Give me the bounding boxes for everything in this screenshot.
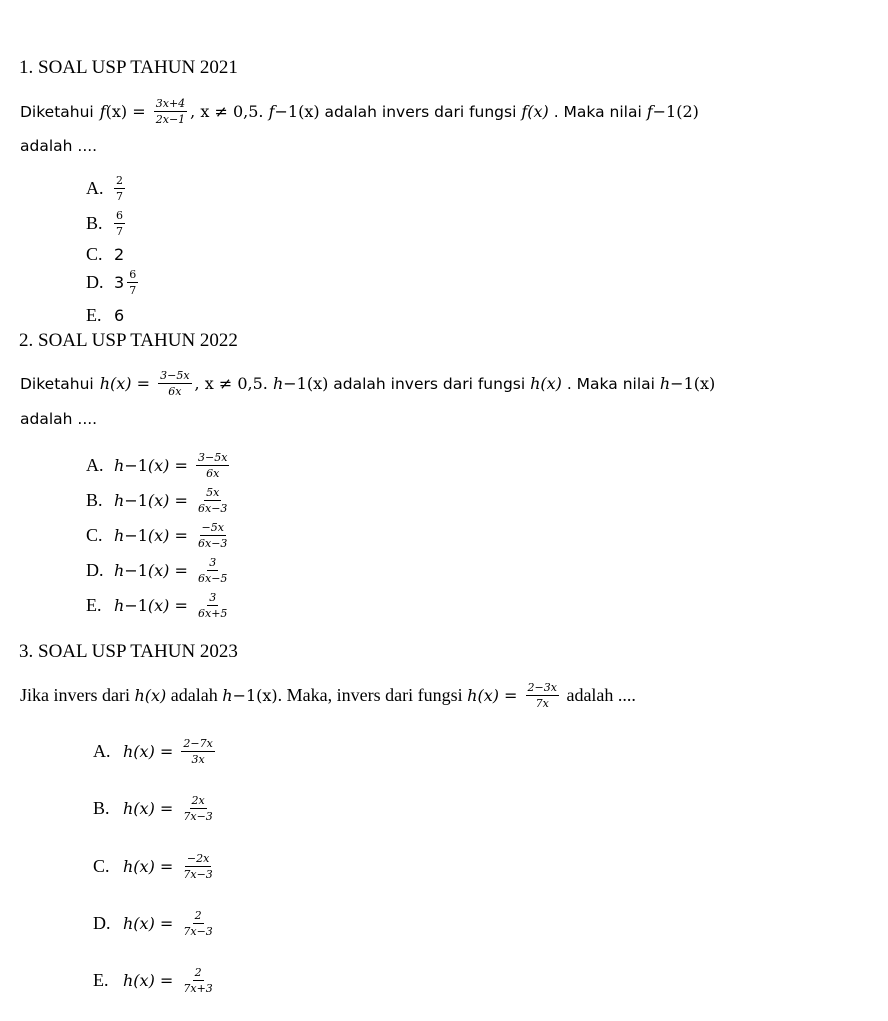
option-b[interactable]: B. h −1 (x) = $\frac{5x}{6x-3}$ — [86, 486, 228, 515]
option-fraction — [127, 269, 138, 296]
stem-end: adalah .... — [561, 685, 636, 705]
question-3-heading: 3. SOAL USP TAHUN 2023 — [19, 641, 238, 662]
option-letter: E. — [86, 305, 102, 325]
fraction-numerator: 3−5x — [198, 451, 228, 464]
fraction-denominator: 7 — [116, 225, 123, 238]
inverse-arg: (x) = — [147, 526, 193, 545]
fraction-denominator: 7x−3 — [183, 810, 213, 823]
option-letter: E. — [86, 595, 102, 615]
option-fraction — [196, 557, 229, 584]
question-1-stem: Diketahui f (x) = $\frac{3x+4}{2x-1}$ , x ≠ 0,5. f −1 (x) adalah invers dari fungsi f(x) . Maka nilai f −1 (2) — [20, 97, 699, 126]
option-e[interactable] — [86, 305, 124, 326]
inverse-name-2: h — [659, 374, 671, 393]
fraction-denominator: 7x−3 — [183, 925, 213, 938]
stem-prefix: Diketahui — [20, 102, 94, 121]
fraction-denominator: 7x — [535, 697, 549, 710]
option-value: 2 — [114, 245, 125, 264]
fraction-numerator: 3x+4 — [155, 97, 186, 110]
fraction-denominator: 6x — [168, 385, 182, 398]
option-lhs: h(x) = — [123, 914, 179, 933]
option-c[interactable] — [86, 244, 124, 265]
stem-middle-2: . Maka, invers dari fungsi — [277, 685, 468, 705]
option-fraction — [181, 853, 214, 880]
domain-condition: , x ≠ 0,5. — [194, 374, 273, 393]
inverse-name: h — [114, 491, 125, 510]
inverse-name: h — [114, 456, 125, 475]
option-b[interactable] — [86, 210, 128, 237]
option-letter: A. — [86, 178, 104, 198]
option-letter: D. — [93, 913, 111, 933]
option-e[interactable]: E. h −1 (x) = $\frac{3}{6x+5}$ — [86, 591, 228, 620]
function-ref: f(x) — [521, 102, 549, 121]
question-2-stem: Diketahui h(x) = $\frac{3-5x}{6x}$ , x ≠ 0,5. h −1 (x) adalah invers dari fungsi h(x) . Maka nilai h −1 (x) — [20, 369, 716, 398]
stem-middle: adalah — [166, 685, 223, 705]
stem-middle: adalah invers dari fungsi — [328, 374, 531, 393]
question-1-heading: 1. SOAL USP TAHUN 2021 — [19, 57, 238, 78]
option-letter: C. — [93, 856, 110, 876]
stem-prefix: Diketahui — [20, 374, 94, 393]
fraction-denominator: 3x — [191, 753, 205, 766]
fraction-numerator: 3 — [209, 591, 217, 604]
option-lhs: h(x) = — [123, 971, 179, 990]
fraction-numerator: 5x — [206, 486, 220, 499]
option-fraction — [181, 910, 214, 937]
function-name: h(x) — [99, 374, 132, 393]
option-d[interactable] — [86, 269, 141, 296]
option-lhs: h(x) = — [123, 742, 179, 761]
option-fraction — [114, 175, 125, 202]
fraction-numerator: 2−7x — [183, 737, 213, 750]
question-1-stem-line2: adalah .... — [20, 137, 98, 155]
fraction-denominator: 2x−1 — [155, 113, 186, 126]
option-e[interactable] — [93, 967, 218, 994]
option-letter: B. — [86, 213, 103, 233]
option-lhs: h(x) = — [123, 857, 179, 876]
inverse-arg: (x) = — [147, 491, 193, 510]
option-letter: C. — [86, 244, 103, 264]
inverse-arg: (x) = — [147, 456, 193, 475]
fraction-numerator: 2−3x — [527, 681, 557, 694]
option-a[interactable]: A. h −1 (x) = $\frac{3-5x}{6x}$ — [86, 451, 228, 480]
option-c[interactable]: C. h −1 (x) = $\frac{-5x}{6x-3}$ — [86, 521, 228, 550]
option-letter: A. — [93, 741, 111, 761]
inverse-name: h — [114, 596, 125, 615]
option-b[interactable] — [93, 795, 218, 822]
function-ref: h(x) — [530, 374, 562, 393]
function-ref: h(x) — [134, 686, 167, 705]
option-fraction — [196, 452, 229, 479]
option-fraction — [114, 210, 125, 237]
fraction-numerator: 3 — [209, 556, 217, 569]
option-whole: 3 — [114, 273, 125, 292]
inverse-name: h — [114, 561, 125, 580]
function-arg: (x) — [105, 102, 128, 121]
inverse-arg-2: (2) — [676, 102, 699, 121]
fraction-denominator: 7x+3 — [183, 982, 213, 995]
inverse-arg-2: (x) — [693, 374, 716, 393]
question-3-stem: Jika invers dari h(x) adalah h −1 (x) . Maka, invers dari fungsi h(x) = $\frac{2-3x}{7x}$ adalah .... — [20, 681, 636, 710]
fraction-numerator: −2x — [186, 852, 210, 865]
inverse-name: h — [272, 374, 284, 393]
function-fraction — [154, 98, 187, 125]
fraction-denominator: 6x+5 — [198, 607, 228, 620]
fraction-numerator: 6 — [116, 209, 123, 222]
option-letter: A. — [86, 455, 104, 475]
option-d[interactable] — [93, 910, 218, 937]
domain-condition: , x ≠ 0,5. — [190, 102, 269, 121]
stem-middle-2: . Maka nilai — [548, 102, 647, 121]
inverse-name: f — [268, 102, 275, 121]
inverse-arg: (x) = — [147, 596, 193, 615]
option-c[interactable] — [93, 853, 218, 880]
stem-middle-2: . Maka nilai — [561, 374, 660, 393]
option-d[interactable]: D. h −1 (x) = $\frac{3}{6x-5}$ — [86, 556, 228, 585]
function-fraction — [526, 682, 559, 709]
stem-prefix: Jika invers dari — [20, 685, 135, 705]
option-lhs: h(x) = — [123, 799, 179, 818]
fraction-denominator: 7x−3 — [183, 868, 213, 881]
fraction-denominator: 6x — [206, 467, 220, 480]
option-letter: D. — [86, 560, 104, 580]
option-letter: E. — [93, 970, 109, 990]
option-a[interactable] — [86, 175, 128, 202]
function-def: h(x) = — [467, 686, 523, 705]
option-fraction — [196, 522, 229, 549]
option-letter: B. — [86, 490, 103, 510]
option-a[interactable] — [93, 738, 218, 765]
option-fraction — [196, 592, 229, 619]
function-fraction — [158, 370, 191, 397]
fraction-numerator: 6 — [129, 268, 137, 281]
option-letter: B. — [93, 798, 110, 818]
option-fraction — [196, 487, 229, 514]
option-fraction — [181, 738, 214, 765]
inverse-arg: (x) — [256, 686, 278, 705]
option-letter: D. — [86, 272, 104, 292]
fraction-denominator: 7 — [129, 284, 137, 297]
fraction-numerator: 2x — [191, 794, 205, 807]
question-2-heading: 2. SOAL USP TAHUN 2022 — [19, 330, 238, 351]
fraction-numerator: 2 — [194, 966, 202, 979]
inverse-arg: (x) = — [147, 561, 193, 580]
option-fraction — [181, 795, 214, 822]
question-2-stem-line2: adalah .... — [20, 410, 98, 428]
function-name: f — [99, 102, 106, 121]
fraction-denominator: 7 — [116, 190, 123, 203]
fraction-numerator: 2 — [194, 909, 202, 922]
option-value: 6 — [114, 306, 125, 325]
inverse-name: h — [114, 526, 125, 545]
fraction-numerator: 2 — [116, 174, 123, 187]
equals-sign: = — [127, 102, 151, 121]
inverse-name-2: f — [646, 102, 653, 121]
option-letter: C. — [86, 525, 103, 545]
fraction-denominator: 6x−5 — [198, 572, 228, 585]
inverse-name: h — [222, 686, 233, 705]
stem-middle: adalah invers dari fungsi — [319, 102, 522, 121]
inverse-arg: (x) — [298, 102, 320, 121]
fraction-numerator: −5x — [201, 521, 224, 534]
fraction-denominator: 6x−3 — [198, 502, 228, 515]
inverse-arg: (x) — [306, 374, 329, 393]
equals-sign: = — [131, 374, 156, 393]
fraction-numerator: 3−5x — [160, 369, 190, 382]
option-fraction — [181, 967, 214, 994]
fraction-denominator: 6x−3 — [198, 537, 228, 550]
